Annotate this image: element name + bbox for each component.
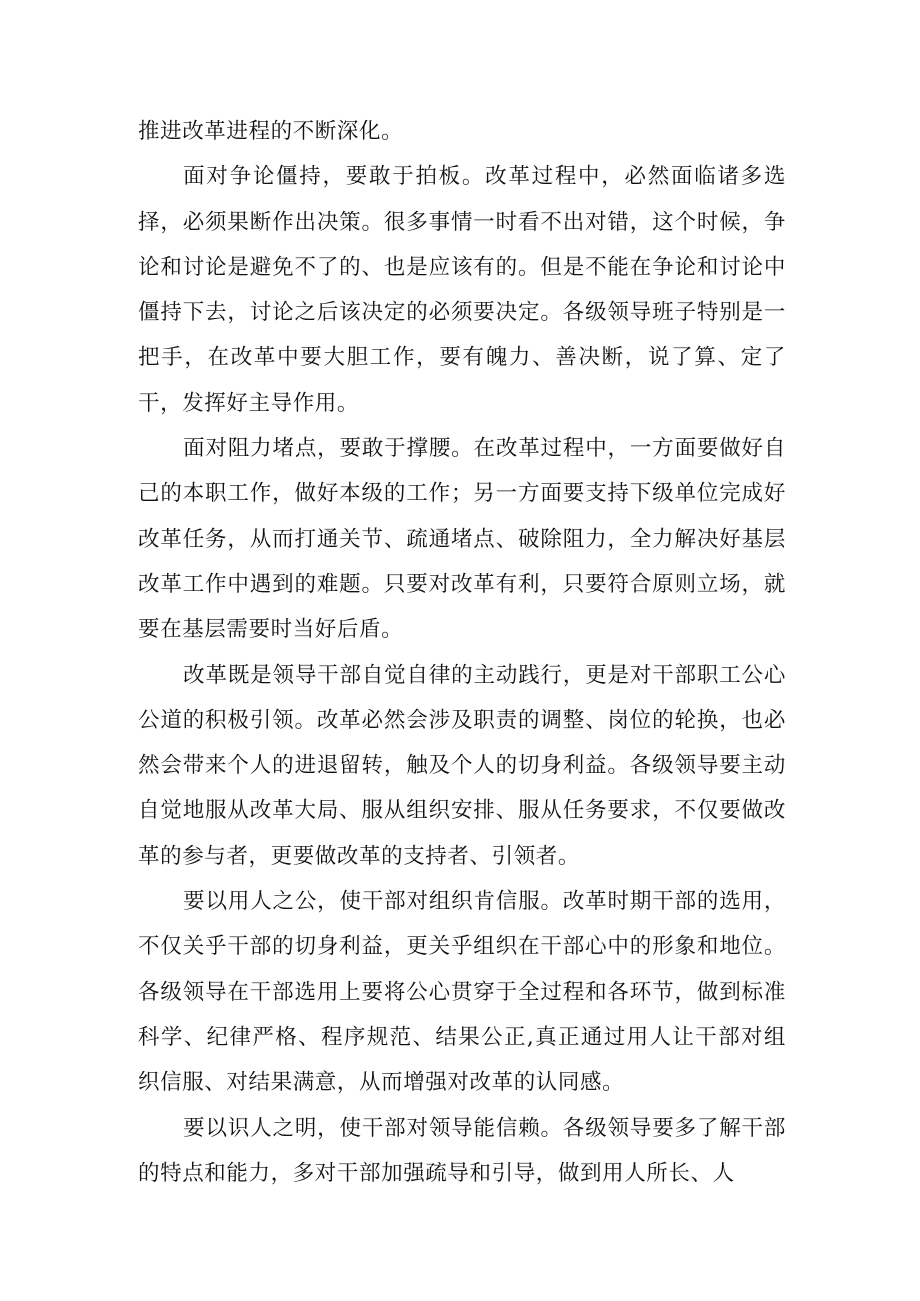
paragraph-argument-decision: 面对争论僵持，要敢于拍板。改革过程中，必然面临诸多选择，必须果断作出决策。很多事情一时看不出对错，这个时候，争论和讨论是避免不了的、也是应该有的。但是不能在争论和讨论中僵持下去，讨论之后该决定的必须要决定。各级领导班子特别是一把手，在改革中要大胆工作，要有魄力、善决断，说了算、定了干，发挥好主导作用。 (138, 164, 786, 416)
paragraph-continuation: 推进改革进程的不断深化。 (138, 119, 404, 144)
document-body (138, 109, 786, 1196)
paragraph-resistance-support: 面对阻力堵点，要敢于撑腰。在改革过程中，一方面要做好自己的本职工作，做好本级的工作；另一方面要支持下级单位完成好改革任务，从而打通关节、疏通堵点、破除阻力，全力解决好基层改革工作中遇到的难题。只要对改革有利，只要符合原则立场，就要在基层需要时当好后盾。 (138, 436, 786, 643)
paragraph-knowing-people: 要以识人之明，使干部对领导能信赖。各级领导要多了解干部的特点和能力，多对干部加强疏导和引导，做到用人所长、人 (138, 1115, 786, 1186)
paragraph-fair-appointment: 要以用人之公，使干部对组织肯信服。改革时期干部的选用，不仅关乎干部的切身利益，更关乎组织在干部心中的形象和地位。各级领导在干部选用上要将公心贯穿于全过程和各环节，做到标准科学、纪律严格、程序规范、结果公正,真正通过用人让干部对组织信服、对结果满意，从而增强对改革的认同感。 (138, 889, 786, 1096)
paragraph-leadership-guidance: 改革既是领导干部自觉自律的主动践行，更是对干部职工公心公道的积极引领。改革必然会涉及职责的调整、岗位的轮换，也必然会带来个人的进退留转，触及个人的切身利益。各级领导要主动自觉地服从改革大局、服从组织安排、服从任务要求，不仅要做改革的参与者，更要做改革的支持者、引领者。 (138, 662, 786, 869)
